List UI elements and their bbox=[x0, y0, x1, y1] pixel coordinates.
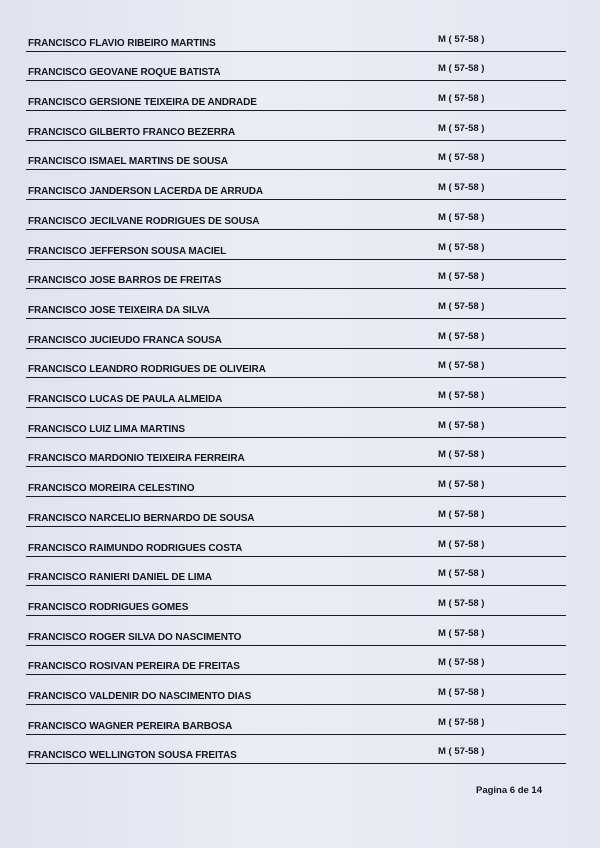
category-code: M ( 57-58 ) bbox=[438, 300, 485, 312]
category-code: M ( 57-58 ) bbox=[438, 746, 485, 758]
person-name: FRANCISCO GILBERTO FRANCO BEZERRA bbox=[28, 126, 236, 138]
person-name: FRANCISCO RAIMUNDO RODRIGUES COSTA bbox=[28, 542, 243, 554]
person-name: FRANCISCO WELLINGTON SOUSA FREITAS bbox=[28, 750, 237, 762]
category-code: M ( 57-58 ) bbox=[438, 63, 485, 75]
category-code: M ( 57-58 ) bbox=[438, 122, 485, 134]
list-item bbox=[26, 22, 566, 52]
person-name: FRANCISCO RODRIGUES GOMES bbox=[28, 601, 189, 613]
list-item bbox=[26, 378, 566, 408]
person-name: FRANCISCO NARCELIO BERNARDO DE SOUSA bbox=[28, 512, 255, 524]
list-item bbox=[26, 81, 566, 111]
person-name: FRANCISCO RANIERI DANIEL DE LIMA bbox=[28, 572, 212, 584]
list-item bbox=[26, 260, 566, 290]
list-item bbox=[26, 230, 566, 260]
list-item bbox=[26, 616, 566, 646]
person-name: FRANCISCO JOSE BARROS DE FREITAS bbox=[28, 275, 222, 287]
person-name: FRANCISCO JANDERSON LACERDA DE ARRUDA bbox=[28, 186, 264, 198]
list-item bbox=[26, 349, 566, 379]
person-name: FRANCISCO JEFFERSON SOUSA MACIEL bbox=[28, 245, 227, 257]
list-item bbox=[26, 408, 566, 438]
category-code: M ( 57-58 ) bbox=[438, 241, 485, 253]
category-code: M ( 57-58 ) bbox=[438, 538, 485, 550]
list-item bbox=[26, 200, 566, 230]
category-code: M ( 57-58 ) bbox=[438, 390, 485, 402]
person-name: FRANCISCO ROGER SILVA DO NASCIMENTO bbox=[28, 631, 242, 643]
list-item bbox=[26, 171, 566, 201]
category-code: M ( 57-58 ) bbox=[438, 152, 485, 164]
category-code: M ( 57-58 ) bbox=[438, 419, 485, 431]
category-code: M ( 57-58 ) bbox=[438, 597, 485, 609]
list-item bbox=[26, 141, 566, 171]
list-item bbox=[26, 646, 566, 676]
category-code: M ( 57-58 ) bbox=[438, 657, 485, 669]
person-name: FRANCISCO JECILVANE RODRIGUES DE SOUSA bbox=[28, 215, 260, 227]
list-item bbox=[26, 557, 566, 587]
person-name: FRANCISCO MARDONIO TEIXEIRA FERREIRA bbox=[28, 453, 245, 465]
list-item bbox=[26, 705, 566, 735]
category-code: M ( 57-58 ) bbox=[438, 687, 485, 699]
person-name: FRANCISCO GERSIONE TEIXEIRA DE ANDRADE bbox=[28, 97, 257, 109]
list-item bbox=[26, 438, 566, 468]
category-code: M ( 57-58 ) bbox=[438, 716, 485, 728]
category-code: M ( 57-58 ) bbox=[438, 360, 485, 372]
category-code: M ( 57-58 ) bbox=[438, 449, 485, 461]
list-item bbox=[26, 675, 566, 705]
person-name: FRANCISCO VALDENIR DO NASCIMENTO DIAS bbox=[28, 691, 252, 703]
category-code: M ( 57-58 ) bbox=[438, 330, 485, 342]
category-code: M ( 57-58 ) bbox=[438, 508, 485, 520]
list-item bbox=[26, 497, 566, 527]
person-name: FRANCISCO GEOVANE ROQUE BATISTA bbox=[28, 67, 221, 79]
person-name: FRANCISCO ISMAEL MARTINS DE SOUSA bbox=[28, 156, 228, 168]
list-item bbox=[26, 586, 566, 616]
category-code: M ( 57-58 ) bbox=[438, 93, 485, 105]
list-item bbox=[26, 468, 566, 498]
category-code: M ( 57-58 ) bbox=[438, 568, 485, 580]
list-item bbox=[26, 735, 566, 765]
list-item bbox=[26, 52, 566, 82]
person-name: FRANCISCO JOSE TEIXEIRA DA SILVA bbox=[28, 304, 210, 316]
person-name: FRANCISCO LUIZ LIMA MARTINS bbox=[28, 423, 185, 435]
person-name: FRANCISCO JUCIEUDO FRANCA SOUSA bbox=[28, 334, 222, 346]
person-name: FRANCISCO ROSIVAN PEREIRA DE FREITAS bbox=[28, 661, 240, 673]
page-number: Pagina 6 de 14 bbox=[476, 785, 543, 796]
category-code: M ( 57-58 ) bbox=[438, 182, 485, 194]
category-code: M ( 57-58 ) bbox=[438, 627, 485, 639]
person-name: FRANCISCO FLAVIO RIBEIRO MARTINS bbox=[28, 37, 216, 49]
person-name: FRANCISCO LEANDRO RODRIGUES DE OLIVEIRA bbox=[28, 364, 266, 376]
category-code: M ( 57-58 ) bbox=[438, 211, 485, 223]
category-code: M ( 57-58 ) bbox=[438, 33, 485, 45]
list-item bbox=[26, 319, 566, 349]
person-name: FRANCISCO MOREIRA CELESTINO bbox=[28, 483, 195, 495]
person-name: FRANCISCO LUCAS DE PAULA ALMEIDA bbox=[28, 394, 223, 406]
list-item bbox=[26, 111, 566, 141]
person-name: FRANCISCO WAGNER PEREIRA BARBOSA bbox=[28, 720, 233, 732]
category-code: M ( 57-58 ) bbox=[438, 479, 485, 491]
list-item bbox=[26, 289, 566, 319]
list-item bbox=[26, 527, 566, 557]
category-code: M ( 57-58 ) bbox=[438, 271, 485, 283]
